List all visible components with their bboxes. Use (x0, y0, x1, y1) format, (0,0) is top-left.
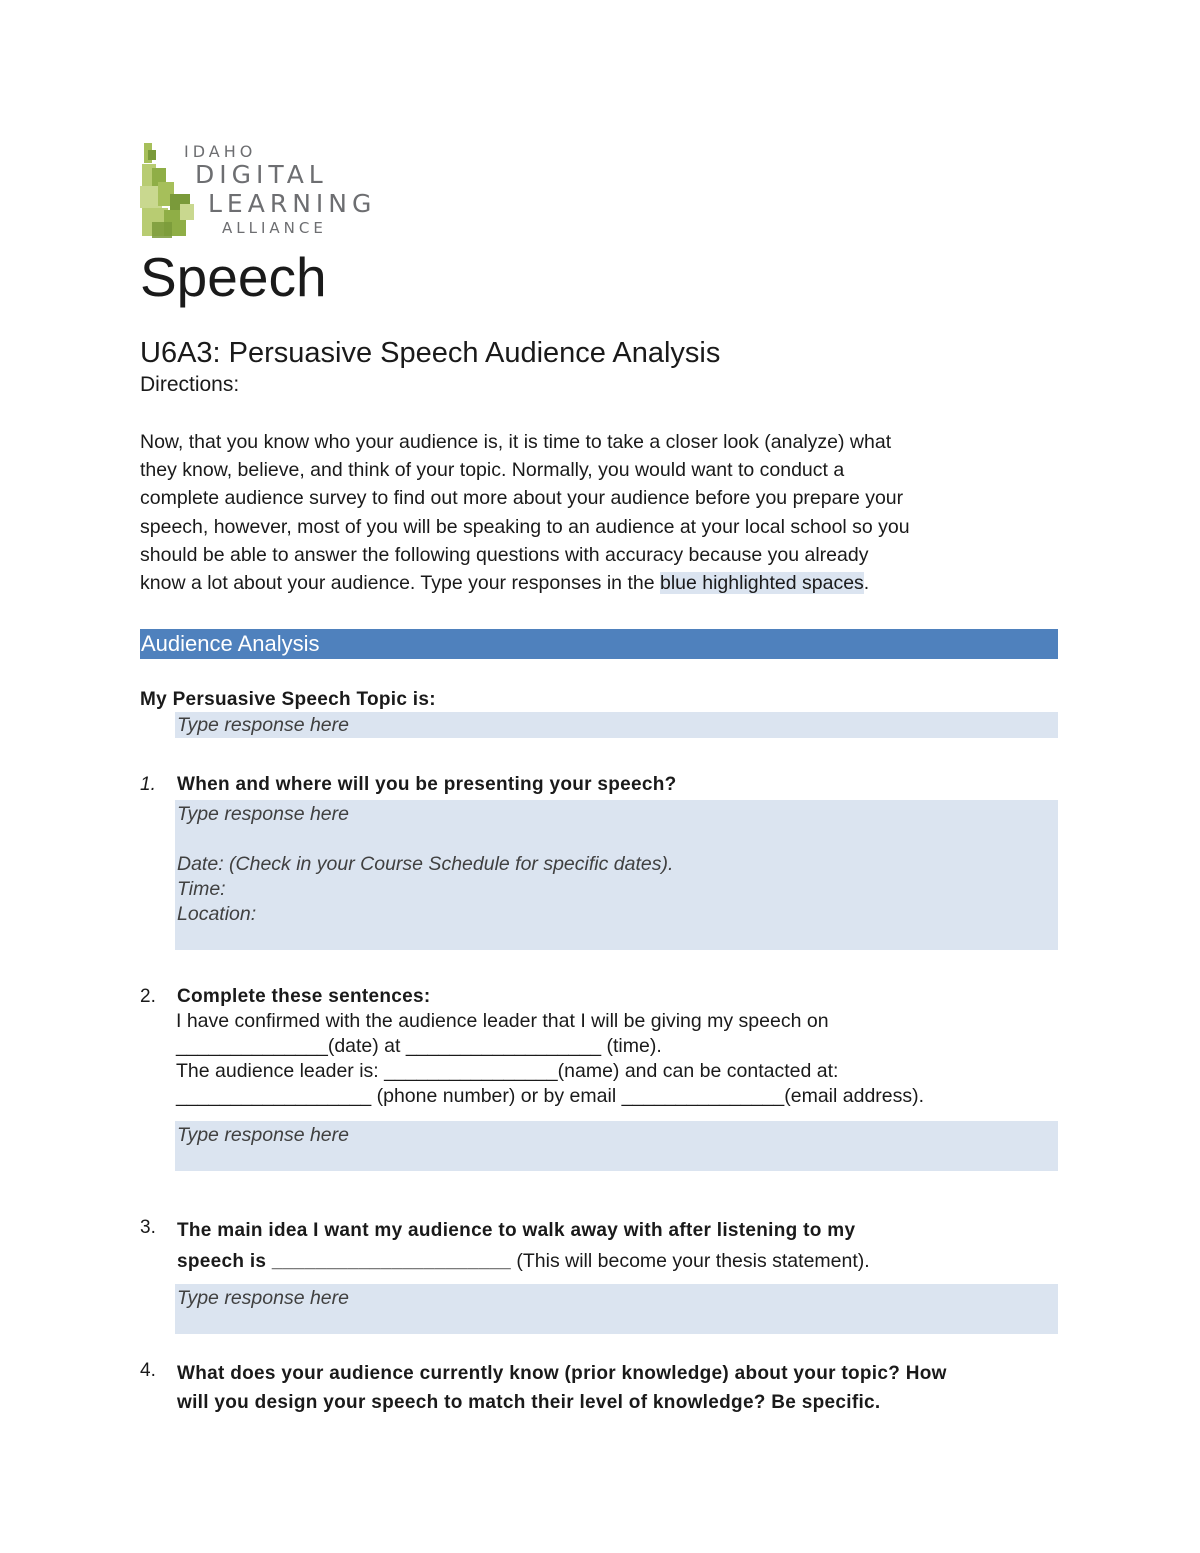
question-3-line-2 (177, 1246, 870, 1278)
intro-line: complete audience survey to find out more about your audience before you prepare your (140, 487, 904, 510)
topic-response-field[interactable] (175, 712, 1058, 738)
assignment-title: U6A3: Persuasive Speech Audience Analysis (140, 337, 721, 369)
sentence-line: I have confirmed with the audience leader that I will be giving my speech on (176, 1010, 829, 1032)
intro-line: they know, believe, and think of your topic. Normally, you would want to conduct a (140, 459, 845, 482)
question-4-line-2: will you design your speech to match their level of knowledge? Be specific. (177, 1392, 881, 1413)
blue-highlight-sample: blue highlighted spaces (659, 572, 864, 595)
directions-label: Directions: (140, 373, 240, 396)
sentence-line: The audience leader is: ________________(name) and can be contacted at: (176, 1060, 839, 1082)
question-3-line-1: The main idea I want my audience to walk away with after listening to my (177, 1220, 856, 1241)
page-title: Speech (140, 246, 327, 308)
question-3-response-field[interactable] (175, 1284, 1058, 1334)
question-1-response-field[interactable] (175, 800, 1058, 950)
intro-line (140, 569, 1020, 597)
section-header: Audience Analysis (140, 629, 1058, 659)
location-line: Location: (177, 903, 257, 925)
response-placeholder: Type response here (177, 714, 349, 736)
topic-label: My Persuasive Speech Topic is: (140, 689, 436, 710)
date-line: Date: (Check in your Course Schedule for specific dates). (177, 853, 674, 875)
logo-text-digital: DIGITAL (195, 160, 328, 189)
logo-text-idaho: IDAHO (184, 142, 257, 161)
question-number: 2. (140, 986, 156, 1007)
question-2-sentences (176, 1009, 924, 1109)
logo-text-alliance: ALLIANCE (222, 219, 327, 237)
response-placeholder: Type response here (177, 1124, 349, 1146)
logo-text-learning: LEARNING (208, 189, 377, 218)
intro-last-line-start: know a lot about your audience. Type your responses in the (140, 572, 660, 595)
directions-paragraph (140, 428, 1020, 597)
question-2-response-field[interactable] (175, 1121, 1058, 1171)
question-2-text: Complete these sentences: (177, 986, 431, 1007)
response-placeholder: Type response here (177, 803, 349, 825)
question-number: 1. (140, 774, 156, 795)
intro-line: speech, however, most of you will be speaking to an audience at your local school so you (140, 515, 910, 538)
sentence-line: ______________(date) at __________________ (time). (176, 1035, 662, 1057)
intro-last-line-end: . (863, 572, 870, 595)
question-number: 3. (140, 1217, 156, 1238)
idaho-digital-learning-alliance-logo (138, 138, 398, 248)
response-placeholder: Type response here (177, 1287, 349, 1309)
question-1-text: When and where will you be presenting your speech? (177, 774, 677, 795)
sentence-line: __________________ (phone number) or by email _______________(email address). (176, 1085, 925, 1107)
intro-line: should be able to answer the following questions with accuracy because you already (140, 543, 869, 566)
question-4-text (177, 1359, 947, 1417)
intro-line: Now, that you know who your audience is, it is time to take a closer look (analyze) what (140, 431, 892, 453)
question-number: 4. (140, 1360, 156, 1381)
question-4-line-1: What does your audience currently know (prior knowledge) about your topic? How (177, 1363, 947, 1384)
question-3-blank: speech is ______________________ (177, 1251, 511, 1272)
time-line: Time: (177, 878, 226, 900)
question-3-note: (This will become your thesis statement). (510, 1250, 870, 1272)
question-3-text (177, 1216, 870, 1278)
